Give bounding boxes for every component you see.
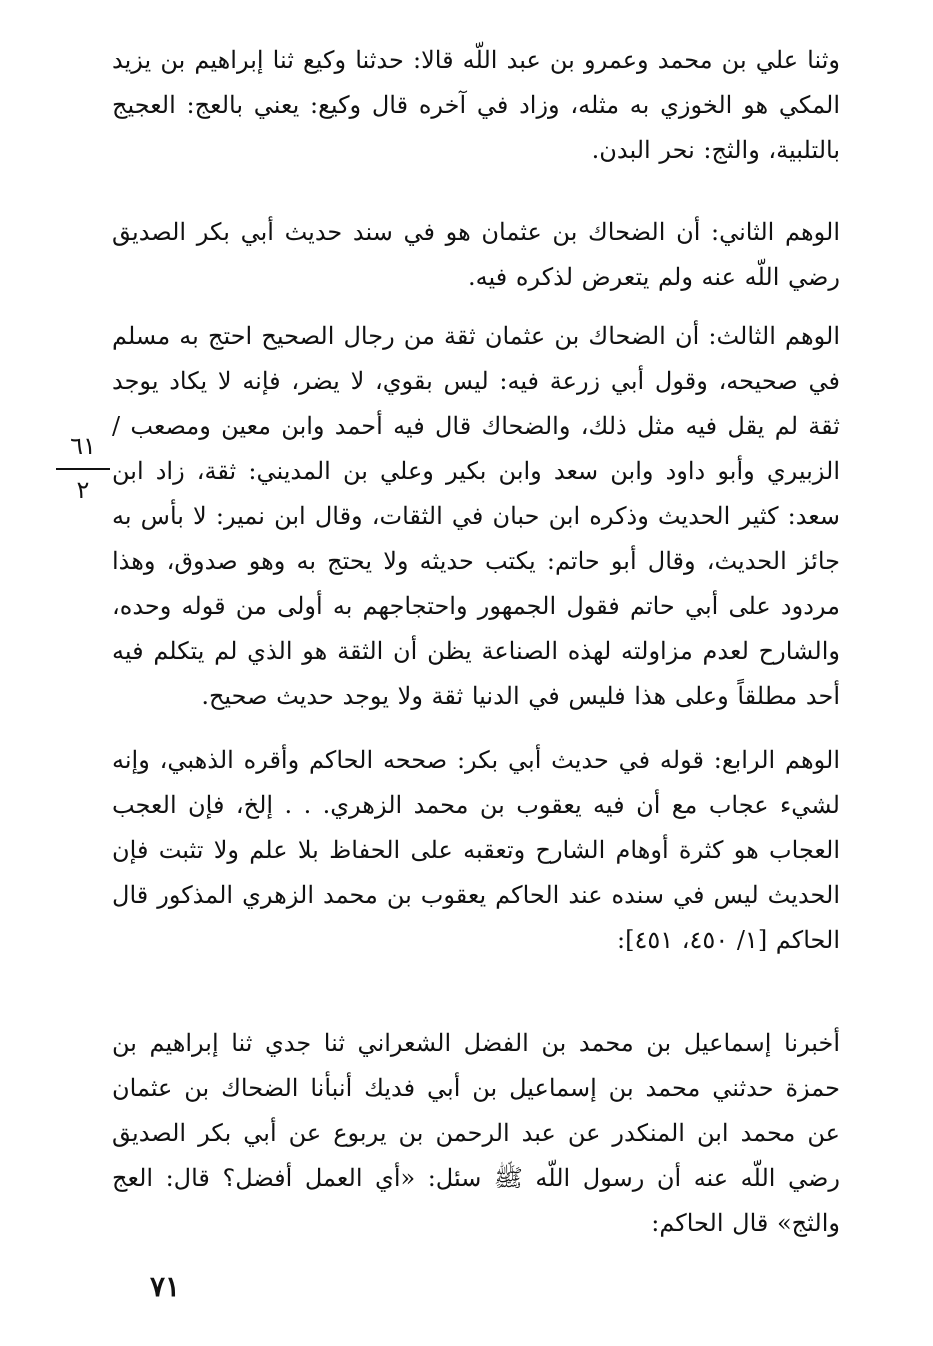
margin-reference-volume: ٦١ xyxy=(70,432,96,460)
margin-page-reference xyxy=(48,430,118,506)
body-text xyxy=(112,38,840,1237)
paragraph-second-error: الوهم الثاني: أن الضحاك بن عثمان هو في سند حديث أبي بكر الصديق رضي اللّه عنه ولم يتعرض لذكره فيه. xyxy=(112,218,840,291)
paragraph-hakim-quote: أخبرنا إسماعيل بن محمد بن الفضل الشعراني ثنا جدي ثنا إبراهيم بن حمزة حدثني محمد بن إسماعيل بن أبي فديك أنبأنا الضحاك بن عثمان عن محمد ابن المنكدر عن عبد الرحمن بن يربوع عن أبي بكر الصديق رضي اللّه عنه أن رسول اللّه ﷺ سئل: «أي العمل أفضل؟ قال: العج والثج» قال الحاكم: xyxy=(112,1029,840,1237)
paragraph-fourth-error: الوهم الرابع: قوله في حديث أبي بكر: صححه الحاكم وأقره الذهبي، وإنه لشيء عجاب مع أن فيه يعقوب بن محمد الزهري. . . إلخ، فإن العجب العجاب هو كثرة أوهام الشارح وتعقبه على الحفاظ بلا علم ولا تثبت فإن الحديث ليس في سنده عند الحاكم يعقوب بن محمد الزهري المذكور قال الحاكم [١/ ٤٥٠، ٤٥١]: xyxy=(112,746,840,954)
margin-reference-part: ٢ xyxy=(76,476,90,504)
paragraph-continuation: وثنا علي بن محمد وعمرو بن عبد اللّه قالا: حدثنا وكيع ثنا إبراهيم بن يزيد المكي هو الخوزي به مثله، وزاد في آخره قال وكيع: يعني بالعج: العجيج بالتلبية، والثج: نحر البدن. xyxy=(112,46,840,164)
paragraph-third-error: الوهم الثالث: أن الضحاك بن عثمان ثقة من رجال الصحيح احتج به مسلم في صحيحه، وقول أبي زرعة فيه: ليس بقوي، لا يضر، فإنه لا يكاد يوجد ثقة لم يقل فيه مثل ذلك، والضحاك قال فيه أحمد وابن معين ومصعب / الزبيري وأبو داود وابن سعد وابن بكير وعلي بن المديني: ثقة، زاد ابن سعد: كثير الحديث وذكره ابن حبان في الثقات، وقال ابن نمير: لا بأس به جائز الحديث، وقال أبو حاتم: يكتب حديثه ولا يحتج به وهو صدوق، وهذا مردود على أبي حاتم فقول الجمهور واحتجاجهم به أولى من قوله وحده، والشارح لعدم مزاولته لهذه الصناعة يظن أن الثقة هو الذي لم يتكلم فيه أحد مطلقاً وعلى هذا فليس في الدنيا ثقة ولا يوجد حديث صحيح. xyxy=(112,322,840,710)
margin-reference-divider xyxy=(56,468,110,470)
page-number: ٧١ xyxy=(149,1270,181,1303)
